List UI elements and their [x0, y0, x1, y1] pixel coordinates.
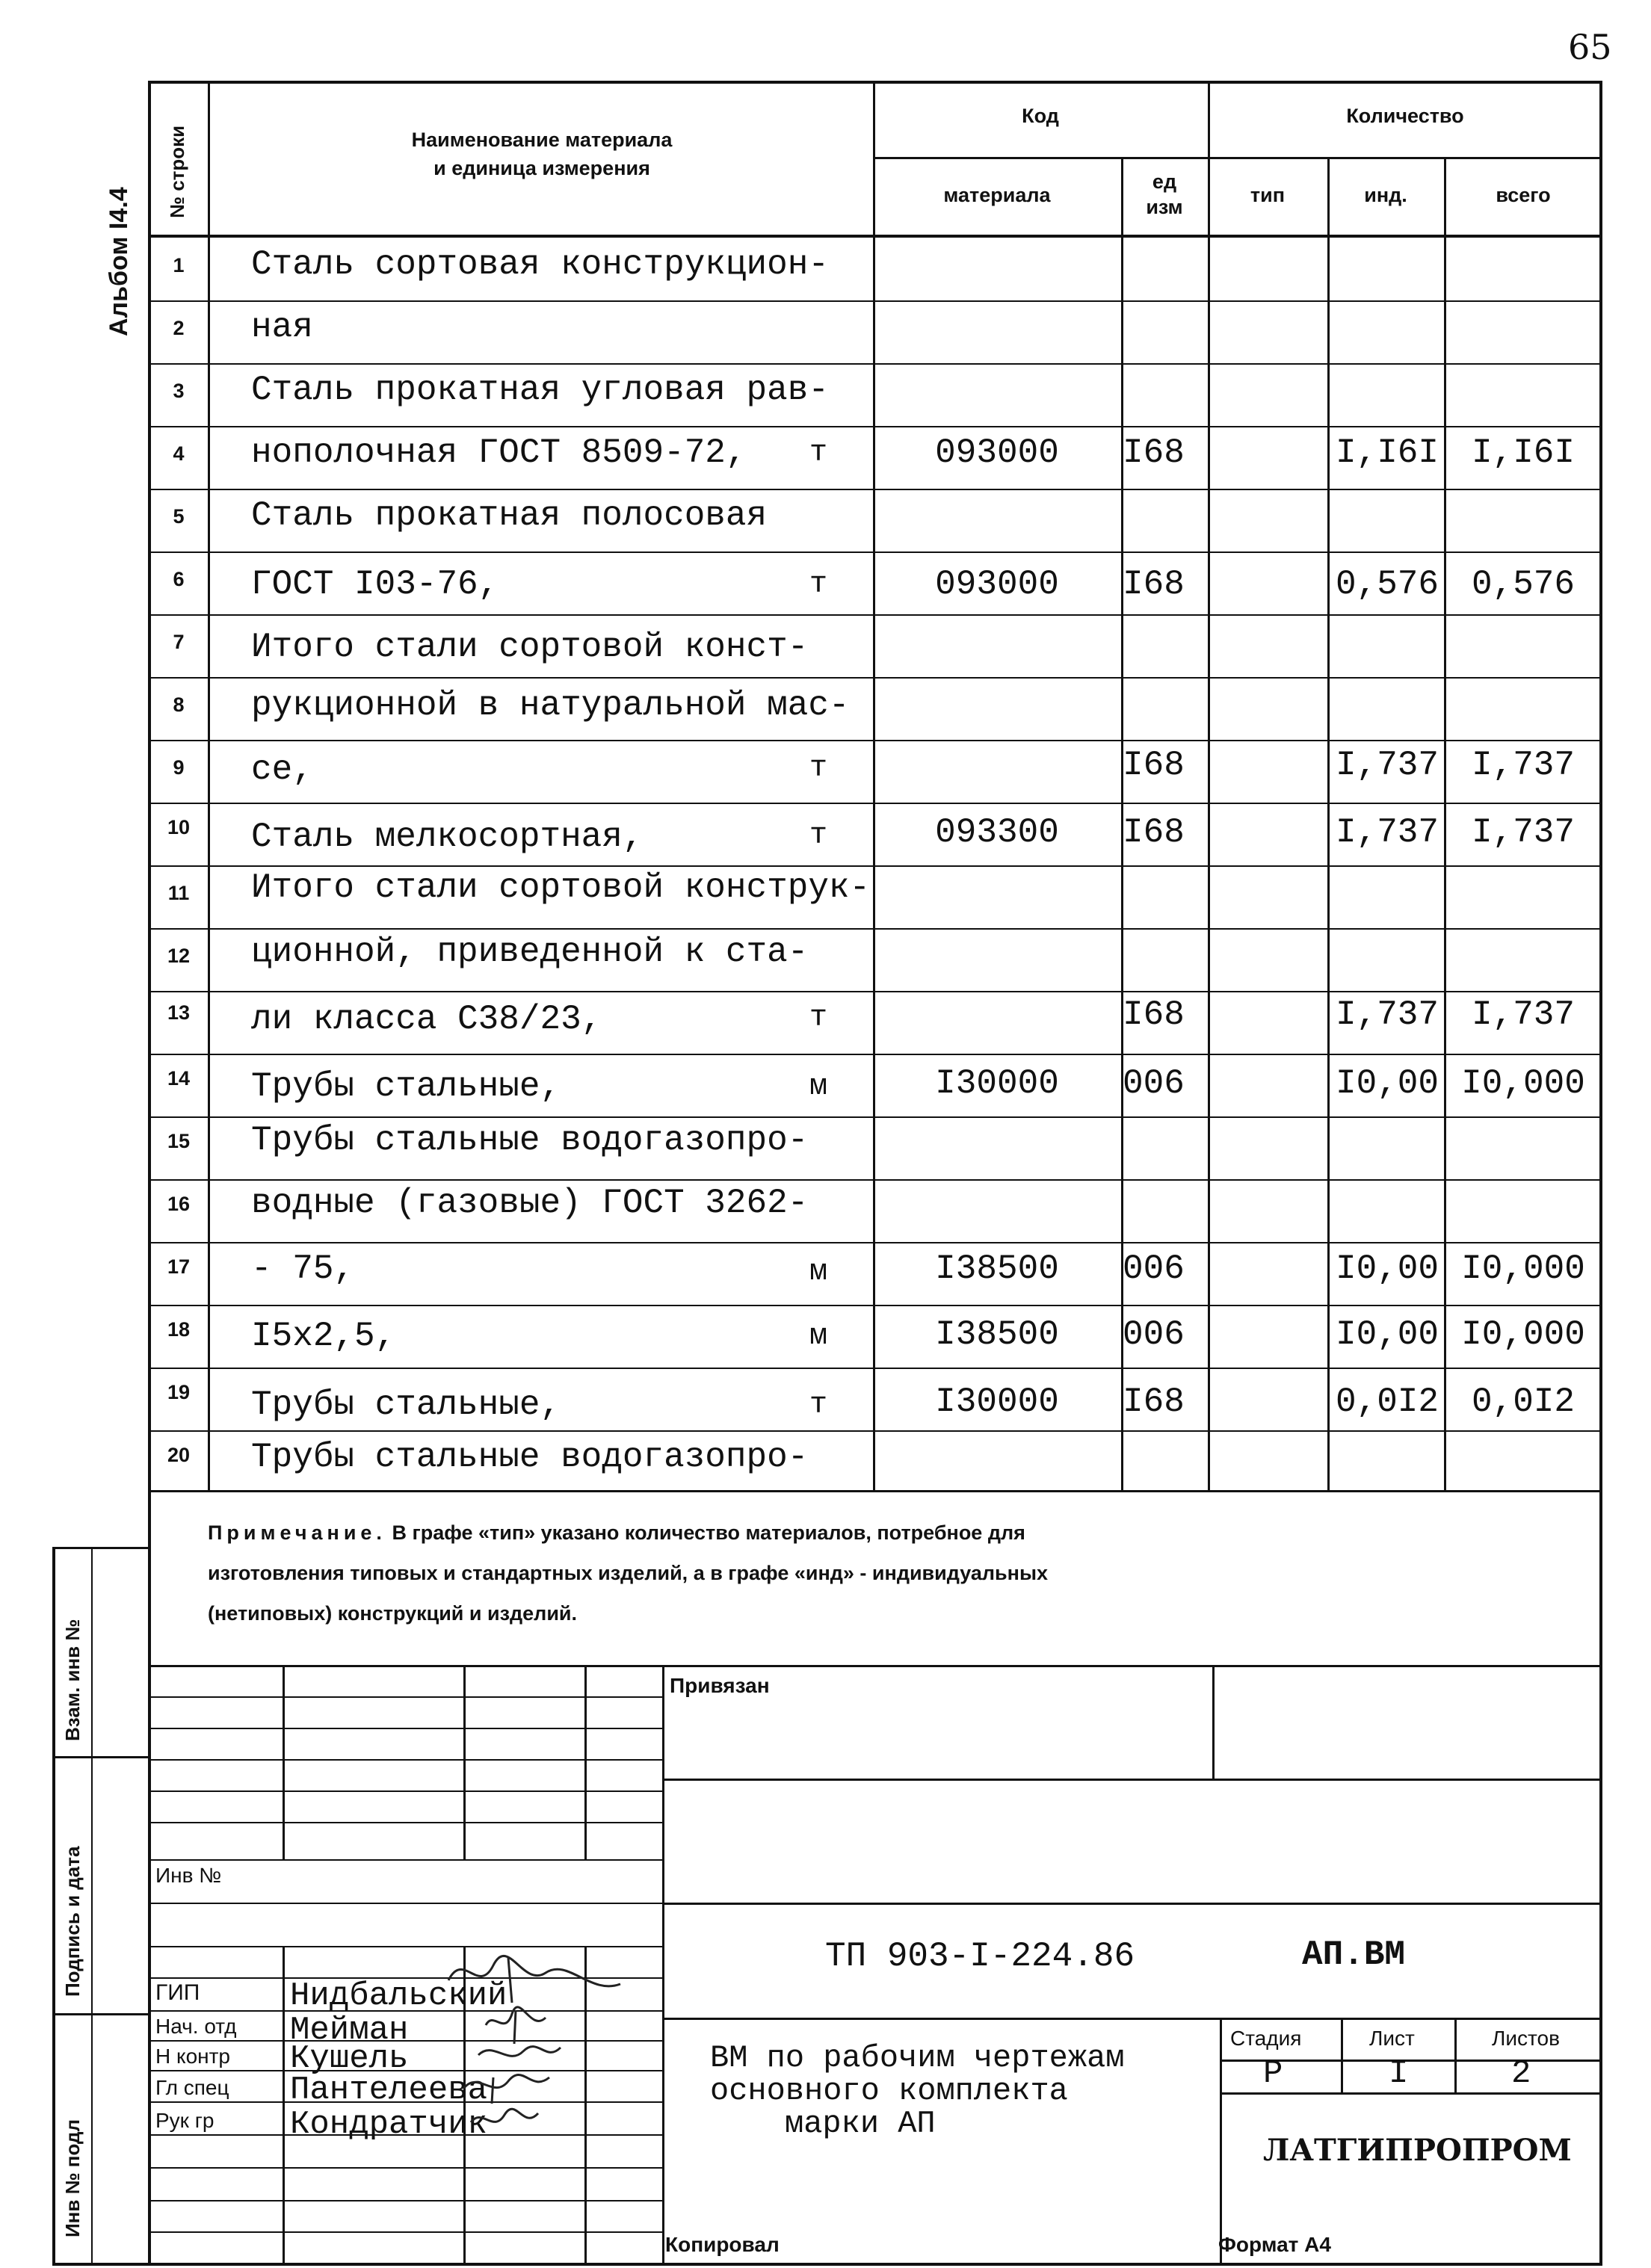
document-code: ТП 903-I-224.86: [825, 1937, 1135, 1976]
material-name: се,: [251, 750, 313, 789]
unit-code: I68: [1123, 433, 1185, 472]
title-line-2: основного комплекта: [710, 2073, 1068, 2109]
total-quantity: I,737: [1471, 995, 1576, 1034]
role-label: Н контр: [155, 2045, 230, 2068]
unit-label: т: [809, 1001, 827, 1035]
row-number: 7: [173, 631, 185, 653]
ind-quantity: I,737: [1335, 813, 1439, 852]
row-number: 6: [173, 568, 185, 590]
person-name: Кондратчик: [290, 2106, 488, 2143]
role-label: ГИП: [155, 1980, 200, 2005]
total-quantity: 0,576: [1471, 565, 1576, 604]
organization-name: ЛАТГИПРОПРОМ: [1263, 2133, 1572, 2168]
material-name: Итого стали сортовой конст-: [251, 628, 809, 667]
material-name: Сталь прокатная угловая рав-: [251, 371, 829, 410]
name-header-line1: Наименование материала: [411, 129, 673, 151]
material-name: ционной, приведенной к ста-: [251, 933, 809, 971]
total-quantity: I,737: [1471, 746, 1576, 785]
material-name: Сталь сортовая конструкцион-: [251, 245, 829, 284]
unit-header-line1: ед: [1152, 170, 1177, 193]
material-name: рукционной в натуральной мас-: [251, 686, 850, 725]
material-name: ГОСТ I03-76,: [251, 565, 499, 604]
note-line-2: изготовления типовых и стандартных изделий, а в графе «инд» - индивидуальных: [208, 1562, 1049, 1584]
material-name: Итого стали сортовой конструк-: [251, 868, 871, 907]
unit-code: 006: [1123, 1064, 1185, 1103]
ind-quantity: I,737: [1335, 746, 1439, 785]
material-code: 093300: [935, 813, 1059, 852]
material-code: I30000: [935, 1064, 1059, 1103]
material-code: I38500: [935, 1315, 1059, 1354]
row-number: 1: [173, 254, 185, 276]
role-label: Гл спец: [155, 2076, 229, 2099]
unit-label: т: [809, 436, 827, 470]
material-name: Сталь мелкосортная,: [251, 818, 644, 856]
total-quantity: I,737: [1471, 813, 1576, 852]
person-name: Нидбальский: [290, 1977, 507, 2015]
signatures: [419, 1943, 658, 2152]
row-number: 19: [167, 1381, 191, 1403]
page-number: 65: [1568, 27, 1612, 67]
privyazan-label: Привязан: [670, 1674, 770, 1697]
material-code: 093000: [935, 433, 1059, 472]
row-number: 2: [173, 317, 185, 339]
title-line-1: ВМ по рабочим чертежам: [710, 2040, 1125, 2076]
row-number: 8: [173, 693, 185, 716]
note: [208, 1512, 1583, 1634]
note-line-1: В графе «тип» указано количество материалов, потребное для: [392, 1521, 1025, 1544]
stage-label: Стадия: [1230, 2027, 1302, 2050]
unit-label: м: [809, 1070, 827, 1104]
person-name: Пантелеева: [290, 2071, 488, 2109]
row-number: 13: [167, 1001, 191, 1024]
row-number: 14: [167, 1067, 191, 1090]
row-number: 16: [167, 1193, 191, 1215]
ind-header: инд.: [1364, 184, 1407, 206]
material-name: Трубы стальные водогазопро-: [251, 1121, 809, 1160]
total-quantity: 0,0I2: [1471, 1382, 1576, 1421]
unit-code: I68: [1123, 813, 1185, 852]
inv-no-label: Инв №: [155, 1864, 222, 1887]
row-number: 20: [167, 1444, 191, 1466]
title-line-3: марки АП: [785, 2106, 936, 2142]
sheets-value: 2: [1511, 2055, 1531, 2092]
role-label: Рук гр: [155, 2109, 215, 2132]
material-name: Трубы стальные,: [251, 1385, 561, 1424]
ind-quantity: I0,00: [1335, 1249, 1439, 1288]
row-number: 3: [173, 380, 185, 402]
unit-label: м: [809, 1320, 827, 1353]
material-name: Трубы стальные водогазопро-: [251, 1438, 809, 1477]
album-label: Альбом I4.4: [105, 187, 133, 336]
stage-value: Р: [1263, 2055, 1283, 2092]
unit-code: I68: [1123, 746, 1185, 785]
material-name: нополочная ГОСТ 8509-72,: [251, 433, 747, 472]
unit-label: т: [809, 752, 827, 785]
row-number: 9: [173, 756, 185, 779]
document-mark: АП.ВМ: [1302, 1935, 1406, 1974]
unit-label: т: [809, 568, 827, 602]
sheets-label: Листов: [1492, 2027, 1560, 2050]
side-label-vzam: Взам. инв №: [61, 1619, 84, 1741]
total-quantity: I0,000: [1461, 1249, 1585, 1288]
unit-label: т: [809, 819, 827, 853]
unit-code: 006: [1123, 1249, 1185, 1288]
quantity-group-header: Количество: [1346, 105, 1464, 127]
total-quantity: I0,000: [1461, 1064, 1585, 1103]
material-name: I5x2,5,: [251, 1317, 396, 1356]
sheet-label: Лист: [1369, 2027, 1415, 2050]
format-label: Формат А4: [1218, 2233, 1331, 2256]
row-number: 5: [173, 505, 185, 528]
ind-quantity: I,I6I: [1335, 433, 1439, 472]
material-name: - 75,: [251, 1249, 355, 1288]
note-line-3: (нетиповых) конструкций и изделий.: [208, 1602, 578, 1625]
ind-quantity: 0,0I2: [1335, 1382, 1439, 1421]
ind-quantity: I0,00: [1335, 1064, 1439, 1103]
material-name: ная: [251, 308, 313, 347]
unit-code: I68: [1123, 565, 1185, 604]
row-number: 10: [167, 816, 191, 838]
unit-code: 006: [1123, 1315, 1185, 1354]
code-group-header: Код: [1022, 105, 1059, 127]
unit-code: I68: [1123, 1382, 1185, 1421]
unit-code: I68: [1123, 995, 1185, 1034]
material-code-header: материала: [943, 184, 1051, 206]
total-header: всего: [1496, 184, 1551, 206]
row-number: 11: [167, 882, 190, 904]
copied-label: Копировал: [665, 2233, 780, 2256]
role-label: Нач. отд: [155, 2015, 237, 2038]
type-header: тип: [1250, 184, 1286, 206]
material-name: Трубы стальные,: [251, 1067, 561, 1106]
row-number-header: № строки: [166, 125, 188, 218]
person-name: Кушель: [290, 2040, 409, 2077]
material-code: I30000: [935, 1382, 1059, 1421]
row-number: 18: [167, 1318, 191, 1341]
person-name: Мейман: [290, 2012, 409, 2049]
unit-header-line2: изм: [1146, 196, 1183, 218]
ind-quantity: 0,576: [1335, 565, 1439, 604]
note-label: Примечание.: [208, 1521, 386, 1544]
sheet-value: I: [1389, 2055, 1409, 2092]
material-name: Сталь прокатная полоcовая: [251, 496, 768, 535]
row-number: 17: [167, 1255, 191, 1278]
material-code: I38500: [935, 1249, 1059, 1288]
row-number: 4: [173, 442, 185, 465]
row-number: 15: [167, 1130, 191, 1152]
unit-label: м: [809, 1255, 827, 1289]
ind-quantity: I,737: [1335, 995, 1439, 1034]
title-block-title: [710, 2042, 1125, 2140]
material-name: ли класса С38/23,: [251, 1000, 602, 1039]
total-quantity: I,I6I: [1471, 433, 1576, 472]
side-label-inv: Инв № подл: [61, 2119, 84, 2237]
unit-label: т: [809, 1388, 827, 1422]
material-code: 093000: [935, 565, 1059, 604]
side-label-podpis: Подпись и дата: [61, 1846, 84, 1997]
ind-quantity: I0,00: [1335, 1315, 1439, 1354]
row-number: 12: [167, 945, 191, 967]
total-quantity: I0,000: [1461, 1315, 1585, 1354]
material-name: водные (газовые) ГОСТ 3262-: [251, 1184, 809, 1223]
name-header-line2: и единица измерения: [433, 157, 650, 179]
